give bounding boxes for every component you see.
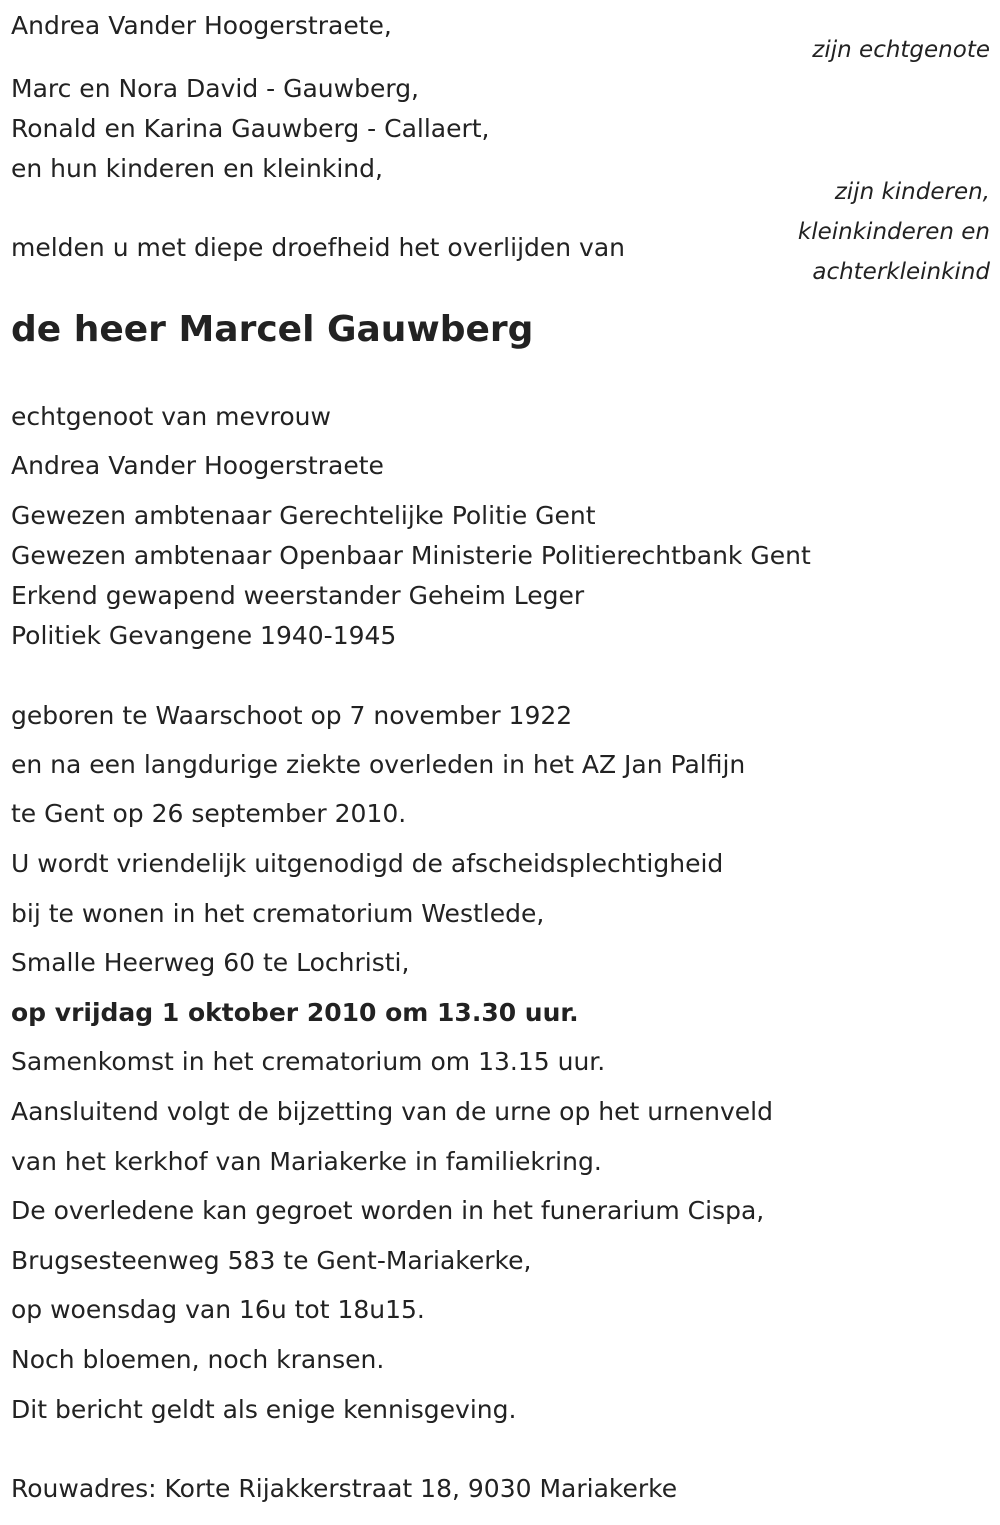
no-flowers-line: Noch bloemen, noch kransen.: [11, 1345, 385, 1374]
funerarium-address: Brugsesteenweg 583 te Gent-Mariakerke,: [11, 1246, 532, 1275]
spouse-of-label: echtgenoot van mevrouw: [11, 402, 331, 431]
spouse-role: zijn echtgenote: [812, 37, 990, 63]
urn-line-2: van het kerkhof van Mariakerke in familiekring.: [11, 1147, 602, 1176]
title-line: Gewezen ambtenaar Gerechtelijke Politie Gent: [11, 501, 596, 530]
urn-line-1: Aansluitend volgt de bijzetting van de urne op het urnenveld: [11, 1097, 773, 1126]
spouse-name: Andrea Vander Hoogerstraete,: [11, 11, 392, 40]
children-role-1: zijn kinderen,: [834, 179, 990, 205]
child-line-3: en hun kinderen en kleinkind,: [11, 154, 383, 183]
deceased-name: de heer Marcel Gauwberg: [11, 309, 534, 350]
visiting-hours: op woensdag van 16u tot 18u15.: [11, 1295, 425, 1324]
funerarium-line: De overledene kan gegroet worden in het funerarium Cispa,: [11, 1196, 765, 1225]
title-line: Gewezen ambtenaar Openbaar Ministerie Politierechtbank Gent: [11, 541, 811, 570]
children-role-3: achterkleinkind: [812, 259, 990, 285]
spouse-full-name: Andrea Vander Hoogerstraete: [11, 451, 384, 480]
announcement: melden u met diepe droefheid het overlijden van: [11, 233, 626, 262]
crematorium-line: bij te wonen in het crematorium Westlede,: [11, 899, 545, 928]
title-line: Erkend gewapend weerstander Geheim Leger: [11, 581, 585, 610]
mourning-address: Rouwadres: Korte Rijakkerstraat 18, 9030 Mariakerke: [11, 1474, 678, 1503]
child-line-1: Marc en Nora David - Gauwberg,: [11, 74, 420, 103]
title-line: Politiek Gevangene 1940-1945: [11, 621, 397, 650]
ceremony-datetime: op vrijdag 1 oktober 2010 om 13.30 uur.: [11, 998, 579, 1027]
death-date-line: te Gent op 26 september 2010.: [11, 799, 407, 828]
child-line-2: Ronald en Karina Gauwberg - Callaert,: [11, 114, 490, 143]
crematorium-address: Smalle Heerweg 60 te Lochristi,: [11, 948, 410, 977]
gathering-line: Samenkomst in het crematorium om 13.15 uur.: [11, 1047, 606, 1076]
invitation-line: U wordt vriendelijk uitgenodigd de afscheidsplechtigheid: [11, 849, 724, 878]
children-role-2: kleinkinderen en: [797, 219, 990, 245]
notice-line: Dit bericht geldt als enige kennisgeving.: [11, 1395, 517, 1424]
death-line: en na een langdurige ziekte overleden in het AZ Jan Palfijn: [11, 750, 746, 779]
birth-line: geboren te Waarschoot op 7 november 1922: [11, 701, 573, 730]
